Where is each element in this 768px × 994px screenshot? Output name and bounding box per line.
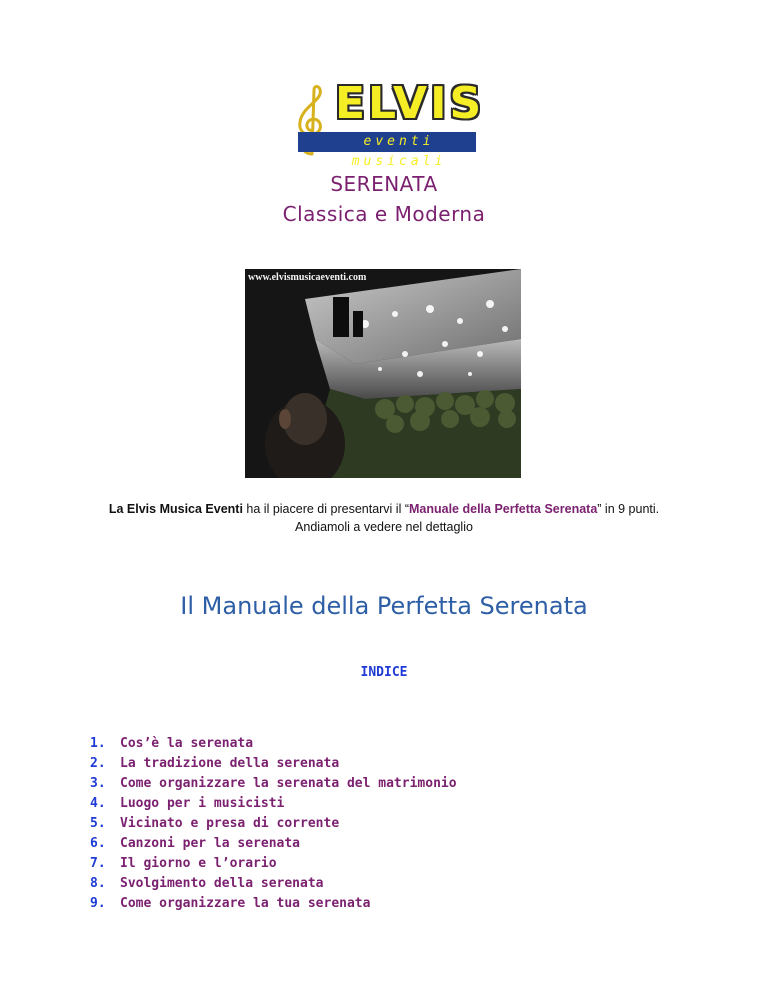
logo-brand-text: ELVIS [335, 78, 485, 129]
intro-org: La Elvis Musica Eventi [108, 502, 243, 516]
toc-item[interactable] [90, 874, 457, 894]
toc-item-number: 8. [90, 876, 106, 891]
page-title: SERENATA [330, 172, 438, 196]
intro-paragraph [0, 500, 768, 536]
elvis-logo [290, 78, 485, 169]
toc-item[interactable] [90, 854, 457, 874]
page-subtitle: Classica e Moderna [282, 202, 486, 226]
toc-item-number: 4. [90, 796, 106, 811]
toc-item-text: Canzoni per la serenata [120, 836, 301, 851]
toc-item-text: Il giorno e l’orario [120, 856, 277, 871]
index-heading: INDICE [360, 665, 408, 680]
serenade-photo [245, 269, 521, 478]
toc-item[interactable] [90, 894, 457, 914]
toc-item-text: Come organizzare la serenata del matrimonio [120, 776, 457, 791]
toc-item-text: La tradizione della serenata [120, 756, 340, 771]
intro-text-a: ha il piacere di presentarvi il “ [242, 502, 409, 516]
toc-item-number: 9. [90, 896, 106, 911]
intro-line2: Andiamoli a vedere nel dettaglio [295, 520, 473, 534]
toc-item[interactable] [90, 774, 457, 794]
toc-item[interactable] [90, 734, 457, 754]
logo-tagline: eventi musicali [298, 132, 476, 152]
toc-item[interactable] [90, 814, 457, 834]
toc-item-number: 5. [90, 816, 106, 831]
toc-item-number: 3. [90, 776, 106, 791]
toc-item-number: 2. [90, 756, 106, 771]
serenade-photo-image [245, 269, 521, 478]
table-of-contents [90, 734, 457, 914]
intro-text-b: ” in 9 punti. [597, 502, 660, 516]
toc-item-text: Svolgimento della serenata [120, 876, 324, 891]
toc-item[interactable] [90, 754, 457, 774]
toc-item-number: 6. [90, 836, 106, 851]
toc-item-text: Vicinato e presa di corrente [120, 816, 340, 831]
manual-title: Il Manuale della Perfetta Serenata [180, 592, 588, 620]
toc-item-number: 1. [90, 736, 106, 751]
toc-item[interactable] [90, 794, 457, 814]
toc-item-text: Cos’è la serenata [120, 736, 254, 751]
toc-item[interactable] [90, 834, 457, 854]
intro-manual-name: Manuale della Perfetta Serenata [409, 502, 598, 516]
toc-item-text: Come organizzare la tua serenata [120, 896, 371, 911]
photo-watermark: www.elvismusicaeventi.com [248, 272, 367, 283]
toc-item-text: Luogo per i musicisti [120, 796, 285, 811]
toc-item-number: 7. [90, 856, 106, 871]
